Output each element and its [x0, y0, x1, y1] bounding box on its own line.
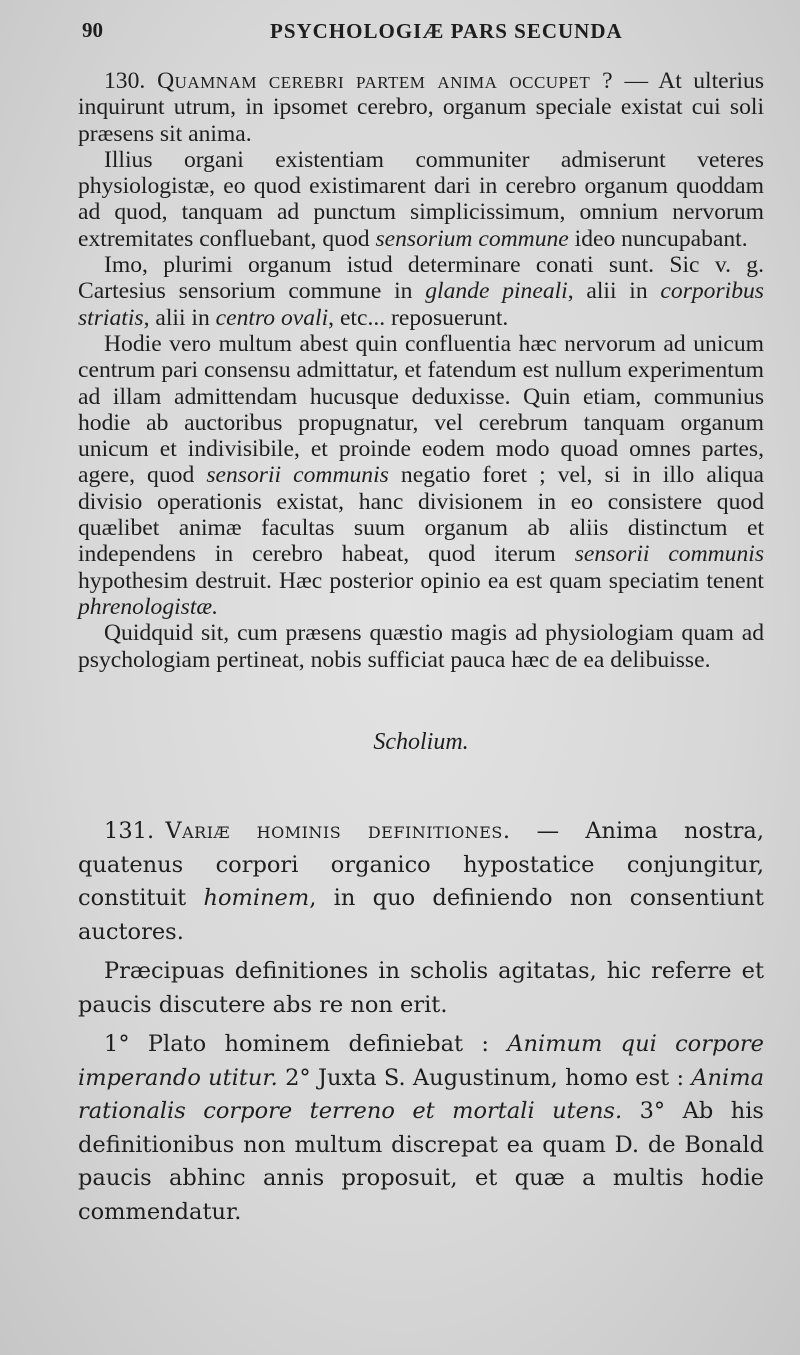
italic-term: Animum qui corpore imperando utitur.	[78, 1031, 764, 1091]
running-title: PSYCHOLOGIÆ PARS SECUNDA	[270, 19, 623, 43]
scholium-heading: Scholium.	[373, 728, 469, 755]
page-number: 90	[82, 18, 103, 42]
section-131-paragraph-1: 131. Variæ hominis definitiones. — Anima nostra, quatenus corpori organico hypostatice conjungitur, constituit hominem, in quo definiendo non consentiunt auctores.	[78, 818, 765, 945]
italic-term: hominem	[203, 885, 310, 912]
section-131-paragraph-3: 1° Plato hominem definiebat : Animum qui corpore imperando utitur. 2° Juxta S. Augustinum, homo est : Anima rationalis corpore terreno et mortali utens. 3° Ab his definitionibus non multum discrepat ea quam D. de Bonald paucis abhinc annis proposuit, et quæ a multis hodie commendatur.	[78, 1031, 764, 1225]
section-heading: Variæ hominis definitiones.	[165, 818, 511, 845]
italic-term: sensorii communis	[574, 541, 765, 568]
section-130-paragraph-5: Quidquid sit, cum præsens quæstio magis ad physiologiam quam ad psychologiam pertineat, nobis sufficiat pauca hæc de ea delibuisse.	[78, 620, 764, 673]
section-131-paragraph-2: Præcipuas definitiones in scholis agitatas, hic referre et paucis discutere abs re non erit.	[78, 958, 764, 1018]
italic-term: phrenologistæ.	[78, 593, 219, 620]
section-130-paragraph-3: Imo, plurimi organum istud determinare conati sunt. Sic v. g. Cartesius sensorium commune in glande pineali, alii in corporibus striatis, alii in centro ovali, etc... reposuerunt.	[78, 252, 764, 331]
section-number: 130.	[104, 68, 146, 94]
italic-term: sensorii communis	[206, 462, 389, 489]
section-130-paragraph-4: Hodie vero multum abest quin confluentia hæc nervorum ad unicum centrum pari consensu admittatur, et fatendum est nullum experimentum ad illam admittendam hucusque deduxisse. Quin etiam, communius hodie ab auctoribus propugnatur, vel cerebrum tanquam organum unicum et indivisibile, et proinde eodem modo quoad omnes partes, agere, quod sensorii communis negatio foret ; vel, si in illo aliqua divisio operationis existat, hanc divisionem in eo consistere quod quælibet animæ facultas suum organum ab aliis distinctum et independens in cerebro habeat, quod iterum sensorii communis hypothesim destruit. Hæc posterior opinio ea est quam speciatim tenent phrenologistæ.	[78, 330, 765, 620]
page-body	[78, 68, 764, 1229]
italic-term: corporibus striatis	[78, 278, 764, 331]
section-130-paragraph-2: Illius organi existentiam communiter admiserunt veteres physiologistæ, eo quod existimarent dari in cerebro organum quoddam ad quod, tanquam ad punctum simplicissimum, omnium nervorum extremitates confluebant, quod sensorium commune ideo nuncupabant.	[78, 146, 764, 252]
italic-term: glande pineali	[425, 278, 568, 305]
section-130-paragraph-1: 130. Quamnam cerebri partem anima occupet ? — At ulterius inquirunt utrum, in ipsomet cerebro, organum speciale existat cui soli præsens sit anima.	[78, 68, 765, 147]
italic-term: Anima rationalis corpore terreno et mortali utens.	[78, 1064, 764, 1125]
section-heading: Quamnam cerebri partem anima occupet ?	[157, 68, 614, 94]
section-number: 131.	[104, 818, 155, 845]
italic-term: centro ovali	[215, 304, 329, 331]
running-header	[82, 18, 770, 52]
paragraph-text: At ulterius inquirunt utrum, in ipsomet cerebro, organum speciale existat cui soli præsens sit anima.	[78, 68, 765, 147]
section-130	[78, 68, 764, 673]
section-131	[78, 815, 764, 1229]
italic-term: sensorium commune	[375, 225, 569, 252]
